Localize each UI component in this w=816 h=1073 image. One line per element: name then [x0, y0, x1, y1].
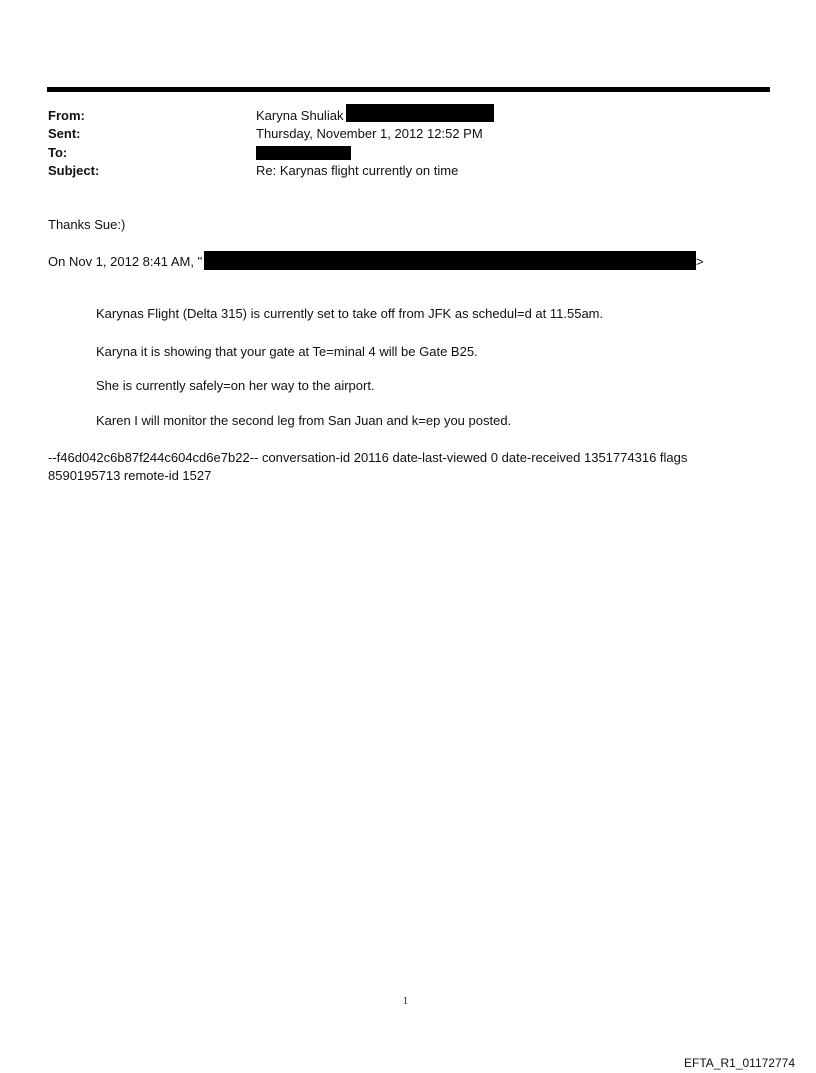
quoted-line-1: Karynas Flight (Delta 315) is currently set to take off from JFK as schedul=d at 11.55am. — [96, 306, 604, 321]
from-value: Karyna Shuliak — [256, 108, 344, 123]
redaction-quote-sender — [204, 251, 696, 270]
redaction-to-recipient — [256, 146, 351, 160]
quoted-line-2: Karyna it is showing that your gate at Te=minal 4 will be Gate B25. — [96, 344, 478, 359]
header-divider — [47, 87, 770, 92]
quoted-line-4: Karen I will monitor the second leg from San Juan and k=ep you posted. — [96, 413, 512, 428]
message-metadata: --f46d042c6b87f244c604cd6e7b22-- conversation-id 20116 date-last-viewed 0 date-received 1351774316 flags 8590195713 remote-id 1527 — [48, 450, 688, 483]
bates-number: EFTA_R1_01172774 — [684, 1056, 795, 1070]
redaction-from-email — [346, 104, 494, 122]
sent-label: Sent: — [48, 126, 81, 141]
quote-intro: On Nov 1, 2012 8:41 AM, " — [48, 254, 203, 269]
sent-value: Thursday, November 1, 2012 12:52 PM — [256, 126, 483, 141]
subject-label: Subject: — [48, 163, 100, 178]
subject-value: Re: Karynas flight currently on time — [256, 163, 459, 178]
to-label: To: — [48, 145, 68, 160]
from-label: From: — [48, 108, 85, 123]
greeting-line: Thanks Sue:) — [48, 217, 126, 232]
quote-intro-end: > — [696, 254, 704, 269]
quoted-line-3: She is currently safely=on her way to the airport. — [96, 378, 375, 393]
page-number: 1 — [403, 996, 408, 1007]
